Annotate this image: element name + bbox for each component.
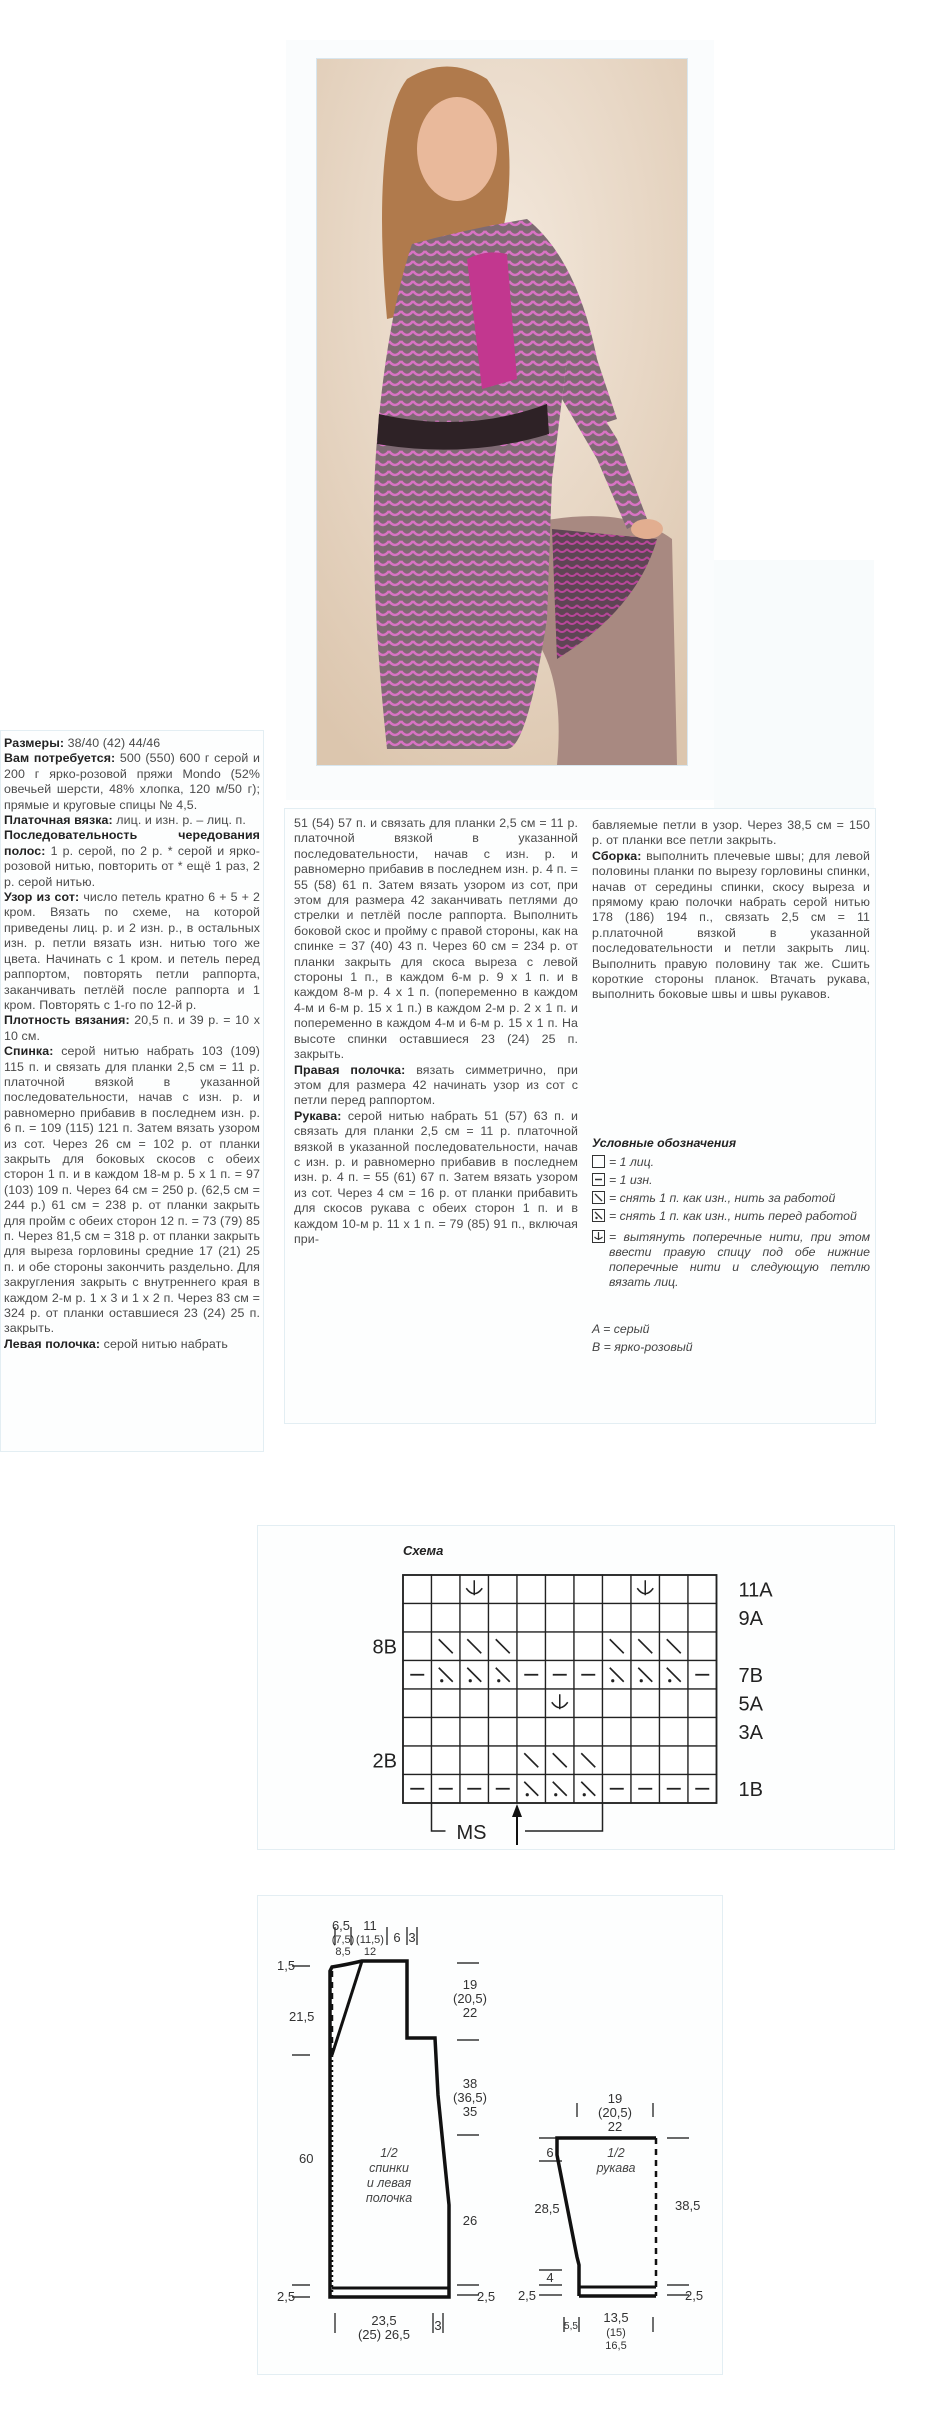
- label-shoulder-2: (11,5): [356, 1934, 384, 1946]
- chart-cell: [660, 1718, 689, 1747]
- paragraph-text: 500 (550) 600 г серой и 200 г ярко-розовой пряжи Mondo (52% овечьей шерсти, 48% хлопка, 120 м/50 г); прямые и круговые спицы № 4,5.: [4, 751, 260, 812]
- chart-cell: [603, 1689, 632, 1718]
- label-band-right: 2,5: [477, 2289, 496, 2304]
- chart-cell: [403, 1746, 432, 1775]
- row-label-right: 11A: [738, 1579, 773, 1602]
- legend-item-slip-front: = снять 1 п. как изн., нить перед работой: [592, 1209, 870, 1224]
- sleeve-piece: [539, 2103, 689, 2332]
- paragraph: [592, 818, 870, 849]
- chart-cell: [546, 1632, 575, 1661]
- chart-cell: [631, 1746, 660, 1775]
- paragraph-heading: Вам потребуется:: [4, 751, 116, 766]
- chart-cell: [489, 1575, 518, 1604]
- chart-cell: [489, 1718, 518, 1747]
- yarn-front-dot-icon: [554, 1793, 557, 1796]
- label-shoulder-1: 11: [363, 1918, 377, 1933]
- instructions-column-3: [592, 818, 870, 1003]
- chart-cell: [546, 1575, 575, 1604]
- chart-cell: [574, 1632, 603, 1661]
- paragraph-text: серой нитью набрать: [100, 1336, 228, 1351]
- chart-cell: [603, 1604, 632, 1633]
- instructions-column-1: [4, 736, 260, 1352]
- paragraph: [4, 1044, 260, 1337]
- stitch-chart: [257, 1525, 895, 1850]
- label-sleeve-cap: 6: [546, 2145, 554, 2160]
- paragraph: [294, 816, 578, 1063]
- chart-title: Схема: [403, 1543, 444, 1558]
- chart-cell: [517, 1604, 546, 1633]
- chart-cell: [660, 1689, 689, 1718]
- paragraph-text: выполнить плечевые швы; для левой половины планки по вырезу горловины спинки, начав от середины спинки, скосу выреза и прямому краю полочки набрать серой нитью 178 (186) 194 п., связать 2,5 см = 11 р.платочной вязкой в указанной последовательности и петли закрыть лиц. Выполнить правую половину так же. Сшить короткие стороны планок. Втачать рукава, выполнить боковые швы и швы рукавов.: [592, 848, 870, 1002]
- paragraph-heading: Спинка:: [4, 1044, 54, 1059]
- label-neck-2: (7,5): [331, 1934, 355, 1946]
- label-shoulder-3: 12: [363, 1946, 377, 1958]
- color-key-b: B = ярко-розовый: [592, 1340, 693, 1354]
- paragraph-heading: Последовательность чередования полос:: [4, 828, 260, 858]
- paragraph: [294, 1063, 578, 1109]
- label-side-bottom: 3: [434, 2318, 442, 2333]
- row-label-right: 1B: [738, 1778, 763, 1801]
- label-armhole-3: 22: [462, 2005, 478, 2020]
- chart-cell: [603, 1746, 632, 1775]
- paragraph: [4, 751, 260, 813]
- chart-cell: [660, 1575, 689, 1604]
- label-width-1: 23,5: [371, 2313, 397, 2328]
- paragraph-text: бавляемые петли в узор. Через 38,5 см = 150 р. от планки все петли закрыть.: [592, 818, 870, 848]
- legend-item-pull-strands: = вытянуть поперечные нити, при этом ввести правую спицу под обе нижние поперечные нити и следующую петлю вязать лиц.: [592, 1230, 870, 1290]
- size-arrowhead-icon: [512, 1804, 522, 1817]
- chart-cell: [489, 1746, 518, 1775]
- chart-cell: [517, 1632, 546, 1661]
- color-key-a: A = серый: [592, 1322, 650, 1336]
- row-label-right: 3A: [738, 1721, 763, 1744]
- label-upper-side-2: (36,5): [453, 2090, 487, 2105]
- face: [417, 97, 497, 201]
- paragraph: [4, 890, 260, 1013]
- color-key: [592, 1320, 870, 1356]
- yarn-front-dot-icon: [497, 1679, 500, 1682]
- body-piece: [292, 1927, 479, 2333]
- row-label-right: 7B: [738, 1664, 763, 1687]
- label-sleeve-top-3: 22: [607, 2119, 623, 2134]
- paragraph: [4, 813, 260, 828]
- repeat-bracket-right: [525, 1803, 603, 1831]
- svg-text:спинки: спинки: [369, 2161, 409, 2175]
- label-sleeve-slope: 28,5: [534, 2201, 560, 2216]
- paragraph-heading: Рукава:: [294, 1108, 342, 1123]
- body-piece-title: [366, 2146, 412, 2205]
- pull-up-strands-icon: [592, 1230, 605, 1243]
- paragraph-heading: Платочная вязка:: [4, 813, 113, 828]
- paragraph: [4, 1013, 260, 1044]
- chart-cell: [460, 1718, 489, 1747]
- paragraph-text: серой нитью набрать 51 (57) 63 п. и связать для планки 2,5 см = 11 р. платочной вязкой в указанной последовательности, начав с изн. р. и равномерно прибавив в последнем изн. р. 4 п. = 55 (61) 67 п. Затем вязать узором из сот. Через 4 см = 16 р. от планки прибавить для скосов рукава с обеих сторон 1 п. и в каждом 10-м р. 11 x 1 п. = 79 (85) 91 п., включая при-: [294, 1108, 578, 1246]
- chart-cell: [489, 1604, 518, 1633]
- chart-cell: [631, 1689, 660, 1718]
- paragraph-text: лиц. и изн. р. – лиц. п.: [112, 813, 246, 828]
- chart-cell: [432, 1718, 461, 1747]
- paragraph-text: вязать симметрично, при этом для размера 42 начинать узор из сот с петли перед раппортом.: [294, 1062, 578, 1108]
- neck-slope-line: [332, 1961, 362, 2055]
- label-armhole-top: 6: [393, 1930, 401, 1945]
- chart-cell: [631, 1718, 660, 1747]
- row-label-right: 5A: [738, 1693, 763, 1716]
- chart-cell: [688, 1718, 717, 1747]
- slip-yarn-back-icon: [592, 1191, 605, 1204]
- chart-cell: [432, 1746, 461, 1775]
- label-sleeve-bottom-1: 13,5: [603, 2310, 629, 2325]
- paragraph-text: серой нитью набрать 103 (109) 115 п. и связать для планки 2,5 см = 11 р. платочной вязкой в указанной последовательности, начав с изн. р. и равномерно прибавив в последнем изн. р. 6 п. = 109 (115) 121 п. Затем вязать узором из сот. Через 26 см = 102 р. от планки закрыть для боковых скосов с обеих сторон 1 п. и в каждом 18-м р. 5 x 1 п. = 97 (103) 109 п. Через 64 см = 250 р. (62,5 см = 244 р.) 61 см = 238 р. от планки закрыть для пройм с обеих сторон 12 п. = 73 (79) 85 п. Через 81,5 см = 318 р. от планки закрыть для выреза горловины средние 17 (21) 25 п. и обе стороны закончить раздельно. Для закругления закрыть с внутреннего края в каждом 2-м р. 1 x 3 и 1 x 2 п. Через 83 см = 324 р. от планки оставшиеся 23 (24) 25 п. закрыть.: [4, 1044, 260, 1336]
- label-total-length: 60: [299, 2151, 314, 2166]
- legend-item-purl: = 1 изн.: [592, 1173, 870, 1188]
- yarn-front-dot-icon: [526, 1793, 529, 1796]
- chart-cell: [403, 1718, 432, 1747]
- hand: [631, 519, 663, 539]
- row-label-left: 2B: [372, 1750, 397, 1773]
- row-label-right: 9A: [738, 1607, 763, 1630]
- paragraph-heading: Узор из сот:: [4, 890, 80, 905]
- yarn-front-dot-icon: [640, 1679, 643, 1682]
- paragraph-heading: Плотность вязания:: [4, 1013, 130, 1028]
- yarn-front-dot-icon: [583, 1793, 586, 1796]
- chart-cell: [574, 1718, 603, 1747]
- photo-illustration: [317, 59, 687, 765]
- chart-cell: [660, 1746, 689, 1775]
- yarn-front-dot-icon: [440, 1679, 443, 1682]
- chart-cell: [603, 1575, 632, 1604]
- sleeve-piece-title: [596, 2146, 636, 2175]
- yarn-front-dot-icon: [469, 1679, 472, 1682]
- label-sleeve-offset: 5,5: [564, 2321, 578, 2332]
- legend: [592, 1136, 870, 1356]
- label-sleeve-length: 38,5: [675, 2198, 701, 2213]
- svg-text:и левая: и левая: [366, 2176, 412, 2190]
- chart-cell: [432, 1604, 461, 1633]
- schematic-diagrams: [257, 1895, 723, 2375]
- label-upper-side-3: 35: [462, 2104, 478, 2119]
- paragraph-heading: Сборка:: [592, 848, 642, 863]
- chart-cell: [517, 1575, 546, 1604]
- svg-text:полочка: полочка: [365, 2191, 413, 2205]
- purl-symbol-icon: [592, 1173, 605, 1186]
- instructions-column-2: [294, 816, 578, 1247]
- label-band-left: 2,5: [277, 2289, 296, 2304]
- paragraph: [4, 1337, 260, 1352]
- chart-cell: [403, 1689, 432, 1718]
- chart-cell: [517, 1689, 546, 1718]
- chart-cell: [403, 1575, 432, 1604]
- paragraph-heading: Правая полочка:: [294, 1062, 406, 1077]
- chart-cell: [603, 1718, 632, 1747]
- chart-cell: [688, 1689, 717, 1718]
- paragraph-text: 1 р. серой, по 2 р. * серой и ярко-розовой нитью, повторить от * ещё 1 раз, 2 р. серой нитью.: [4, 843, 260, 889]
- chart-cell: [688, 1746, 717, 1775]
- label-sleeve-band-right: 2,5: [685, 2288, 704, 2303]
- label-sleeve-straight: 4: [546, 2270, 554, 2285]
- chart-cell: [489, 1689, 518, 1718]
- chart-cell: [403, 1632, 432, 1661]
- paragraph-text: 20,5 п. и 39 р. = 10 x 10 см.: [4, 1013, 260, 1043]
- paragraph: [592, 849, 870, 1003]
- chart-cell: [460, 1689, 489, 1718]
- body-labels: [277, 1918, 495, 2342]
- chart-cell: [432, 1575, 461, 1604]
- chart-cell: [403, 1604, 432, 1633]
- paragraph-text: 38/40 (42) 44/46: [64, 736, 161, 750]
- legend-title: Условные обозначения: [592, 1136, 737, 1150]
- chart-cell: [660, 1604, 689, 1633]
- label-neck-1: 6,5: [331, 1918, 351, 1933]
- label-sleeve-bottom-2: (15): [606, 2327, 626, 2339]
- garment-photo: [316, 58, 688, 766]
- label-side-top: 3: [408, 1930, 416, 1945]
- svg-text:1/2: 1/2: [380, 2146, 398, 2160]
- legend-item-slip-back: = снять 1 п. как изн., нить за работой: [592, 1191, 870, 1206]
- repeat-bracket-left: [432, 1803, 446, 1831]
- paragraph-heading: Левая полочка:: [4, 1336, 101, 1351]
- label-sleeve-top-1: 19: [607, 2091, 623, 2106]
- paragraph-text: 51 (54) 57 п. и связать для планки 2,5 см = 11 р. платочной вязкой в указанной последовательности, начав с изн. р. и равномерно прибавив в последнем изн. р. 4 п. = 55 (58) 61 п. Затем вязать узором из сот, при этом для размера 42 заканчивать петлями до стрелки и петлёй после раппорта. Выполнить боковой скос и пройму с правой стороны, как на спинке = 37 (40) 43 п. Через 60 см = 234 р. от планки закрыть для скоса выреза с левой стороны 1 п., в каждом 6-м р. 9 x 1 п. и в каждом 8-м р. 4 x 1 п. (попеременно в каждом 4-м и 6-м р. 15 x 1 п.) в каждом 2-м р. 2 x 1 п. и попеременно в каждом 4-м и 6-м р. 15 x 1 п. На высоте спинки оставшиеся 23 (24) 25 п. закрыть.: [294, 816, 578, 1062]
- chart-cell: [432, 1689, 461, 1718]
- right-blank-panel: [714, 560, 874, 830]
- chart-cell: [546, 1604, 575, 1633]
- paragraph: [4, 828, 260, 890]
- yarn-front-dot-icon: [668, 1679, 671, 1682]
- chart-cell: [688, 1604, 717, 1633]
- sleeve-labels: [518, 2091, 703, 2352]
- body-outline: [330, 1961, 449, 2297]
- chart-cell: [460, 1604, 489, 1633]
- chart-cell: [688, 1632, 717, 1661]
- label-neck-3: 8,5: [335, 1946, 351, 1958]
- row-label-left: 8B: [372, 1636, 397, 1659]
- legend-item-knit: = 1 лиц.: [592, 1155, 870, 1170]
- label-upper-side-1: 38: [462, 2076, 478, 2091]
- svg-text:рукава: рукава: [596, 2161, 636, 2175]
- paragraph-text: число петель кратно 6 + 5 + 2 кром. Вязать по схеме, на которой приведены лиц. р. и 2 изн. р., в остальных изн. р. петли вязать изн. нитью того же цвета. Начинать с 1 кром. и петель перед раппортом, повторять петли раппорта, заканчивать петлёй после раппорта и 1 кром. Повторять с 1-го по 12-й р.: [4, 890, 260, 1012]
- label-sleeve-band-left: 2,5: [517, 2288, 537, 2303]
- label-neck-slope: 21,5: [289, 2009, 315, 2024]
- label-width-2: (25) 26,5: [357, 2327, 411, 2342]
- chart-cell: [460, 1746, 489, 1775]
- chart-cell: [546, 1718, 575, 1747]
- svg-text:1/2: 1/2: [607, 2146, 625, 2160]
- chart-cell: [631, 1604, 660, 1633]
- label-neck-drop: 1,5: [277, 1958, 296, 1973]
- label-lower-side: 26: [462, 2213, 478, 2228]
- paragraph-heading: Размеры:: [4, 736, 65, 750]
- knit-symbol-icon: [592, 1155, 605, 1168]
- label-sleeve-top-2: (20,5): [598, 2105, 632, 2120]
- yarn-front-dot-icon: [611, 1679, 614, 1682]
- paragraph: [4, 736, 260, 751]
- label-armhole-2: (20,5): [453, 1991, 487, 2006]
- chart-cell: [574, 1689, 603, 1718]
- chart-cell: [517, 1718, 546, 1747]
- chart-cell: [574, 1575, 603, 1604]
- chart-cell: [574, 1604, 603, 1633]
- label-armhole-1: 19: [462, 1977, 478, 1992]
- slip-yarn-front-icon: [592, 1209, 605, 1222]
- label-sleeve-bottom-3: 16,5: [605, 2340, 627, 2352]
- chart-cell: [688, 1575, 717, 1604]
- repeat-label: MS: [456, 1822, 487, 1844]
- paragraph: [294, 1109, 578, 1248]
